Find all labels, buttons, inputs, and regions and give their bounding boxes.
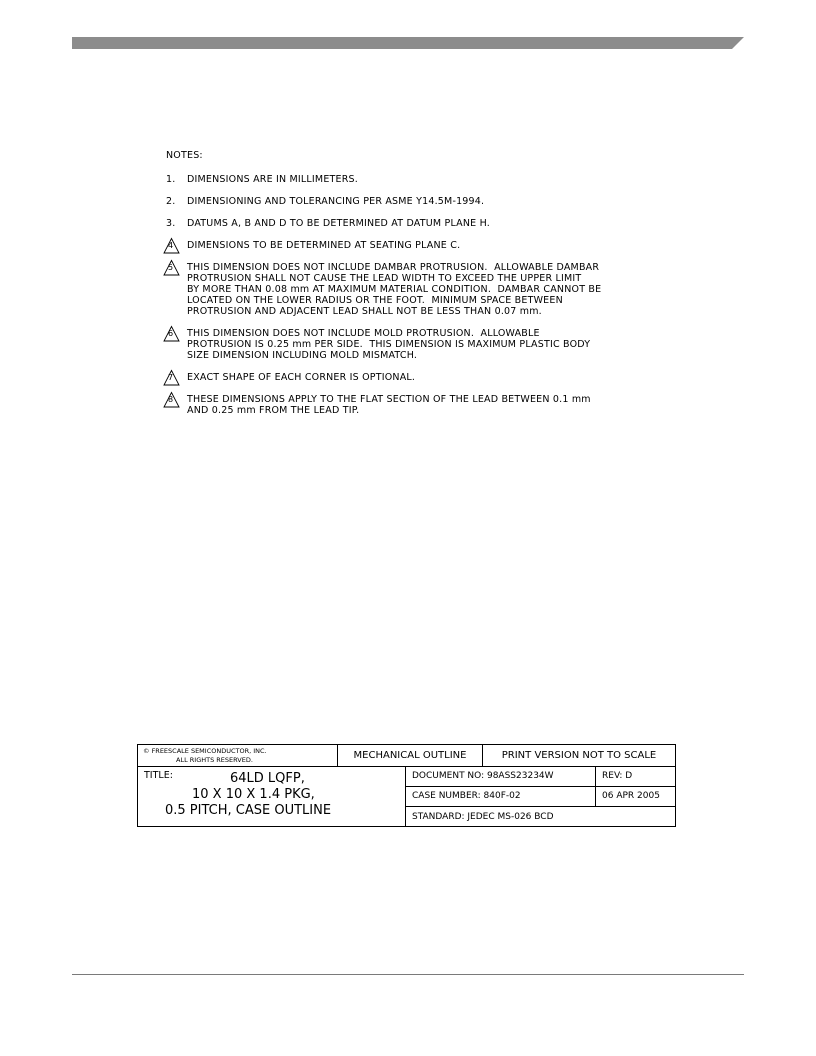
note-item	[162, 218, 662, 229]
copyright-line1: © FREESCALE SEMICONDUCTOR, INC.	[143, 747, 267, 755]
note-item	[162, 240, 662, 251]
note-number: 2.	[166, 196, 176, 207]
note-item	[162, 372, 662, 383]
title-cell	[138, 766, 406, 826]
note-number: 4	[168, 241, 174, 250]
note-number: 5	[168, 263, 174, 272]
note-text: DIMENSIONING AND TOLERANCING PER ASME Y14.5M-1994.	[187, 196, 485, 207]
note-text: DATUMS A, B AND D TO BE DETERMINED AT DATUM PLANE H.	[187, 218, 490, 229]
footer-rule	[72, 974, 744, 975]
notes-list	[162, 174, 662, 416]
note-text: THIS DIMENSION DOES NOT INCLUDE DAMBAR PROTRUSION. ALLOWABLE DAMBAR PROTRUSION SHALL NOT CAUSE THE LEAD WIDTH TO EXCEED THE UPPER LIMIT BY MORE THAN 0.08 mm AT MAXIMUM MATERIAL CONDITION. DAMBAR CANNOT BE LOCATED ON THE LOWER RADIUS OR THE FOOT. MINIMUM SPACE BETWEEN PROTRUSION AND ADJACENT LEAD SHALL NOT BE LESS THAN 0.07 mm.	[187, 262, 602, 317]
document-number-cell: DOCUMENT NO: 98ASS23234W	[406, 766, 596, 787]
title-label: TITLE:	[144, 770, 173, 781]
title-line-2: 10 X 10 X 1.4 PKG,	[192, 787, 315, 802]
package-title	[138, 771, 405, 819]
note-number: 3.	[166, 218, 176, 229]
flag-note-triangle-icon	[162, 325, 181, 342]
note-text: EXACT SHAPE OF EACH CORNER IS OPTIONAL.	[187, 372, 416, 383]
note-item	[162, 328, 662, 361]
date-cell: 06 APR 2005	[596, 787, 675, 807]
note-item	[162, 262, 662, 317]
note-text: DIMENSIONS TO BE DETERMINED AT SEATING PLANE C.	[187, 240, 461, 251]
note-number: 8	[168, 395, 174, 404]
notes-heading: NOTES:	[166, 150, 203, 161]
flag-note-triangle-icon	[162, 369, 181, 386]
flag-note-triangle-icon	[162, 391, 181, 408]
revision-cell: REV: D	[596, 766, 675, 787]
case-number-cell: CASE NUMBER: 840F-02	[406, 787, 596, 807]
standard-cell: STANDARD: JEDEC MS-026 BCD	[412, 812, 554, 822]
notes-section	[162, 150, 662, 427]
header-bar	[72, 37, 744, 49]
title-block	[137, 744, 676, 827]
note-text: THIS DIMENSION DOES NOT INCLUDE MOLD PROTRUSION. ALLOWABLE PROTRUSION IS 0.25 mm PER SIDE. THIS DIMENSION IS MAXIMUM PLASTIC BODY SIZE DIMENSION INCLUDING MOLD MISMATCH.	[187, 328, 591, 361]
note-number: 6	[168, 329, 174, 338]
copyright-cell	[138, 745, 338, 766]
copyright-line2: ALL RIGHTS RESERVED.	[176, 756, 253, 764]
flag-note-triangle-icon	[162, 237, 181, 254]
note-number: 1.	[166, 174, 176, 185]
print-version-cell: PRINT VERSION NOT TO SCALE	[501, 750, 657, 761]
note-text: DIMENSIONS ARE IN MILLIMETERS.	[187, 174, 358, 185]
title-block-header-row	[138, 745, 675, 767]
flag-note-triangle-icon	[162, 259, 181, 276]
mechanical-outline-cell: MECHANICAL OUTLINE	[338, 745, 483, 766]
note-number: 7	[168, 373, 174, 382]
title-line-3: 0.5 PITCH, CASE OUTLINE	[165, 803, 332, 818]
note-item	[162, 196, 662, 207]
title-line-1: 64LD LQFP,	[230, 771, 305, 786]
note-text: THESE DIMENSIONS APPLY TO THE FLAT SECTION OF THE LEAD BETWEEN 0.1 mm AND 0.25 mm FROM THE LEAD TIP.	[187, 394, 591, 416]
note-item	[162, 394, 662, 416]
note-item	[162, 174, 662, 185]
